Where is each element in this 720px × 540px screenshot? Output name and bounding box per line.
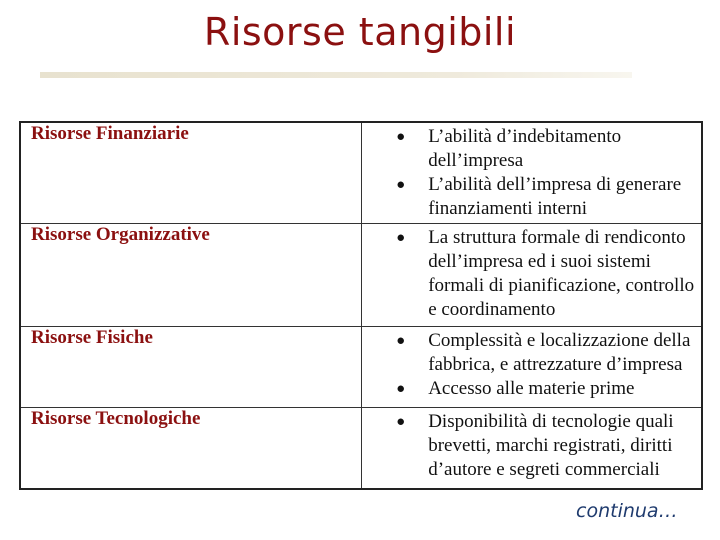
item-text: Accesso alle materie prime: [428, 378, 635, 399]
item-list: [362, 408, 701, 482]
items-cell: [362, 224, 702, 327]
category-cell: [20, 224, 362, 327]
category-cell: [20, 122, 362, 224]
item-list: [362, 123, 701, 221]
list-item: [362, 226, 697, 322]
list-item: [362, 329, 697, 377]
category-label: Risorse Tecnologiche: [31, 408, 201, 429]
table-row: [20, 224, 702, 327]
bullet-icon: ●: [396, 129, 406, 145]
list-item: [362, 410, 697, 482]
item-list: [362, 224, 701, 322]
item-list: [362, 327, 701, 401]
bullet-icon: ●: [396, 177, 406, 193]
list-item: [362, 125, 697, 173]
table-row: [20, 327, 702, 408]
items-cell: [362, 327, 702, 408]
category-label: Risorse Organizzative: [31, 224, 210, 245]
table-row: [20, 408, 702, 490]
title-divider: [40, 72, 632, 78]
continue-label: continua…: [576, 500, 678, 522]
table-row: [20, 122, 702, 224]
bullet-icon: ●: [396, 333, 406, 349]
category-label: Risorse Fisiche: [31, 327, 153, 348]
bullet-icon: ●: [396, 230, 406, 246]
items-cell: [362, 408, 702, 490]
item-text: L’abilità dell’impresa di generare finanziamenti interni: [428, 174, 682, 219]
item-text: Complessità e localizzazione della fabbrica, e attrezzature d’impresa: [428, 330, 691, 375]
list-item: [362, 377, 697, 401]
item-text: Disponibilità di tecnologie quali brevetti, marchi registrati, diritti d’autore e segreti commerciali: [428, 411, 674, 480]
category-label: Risorse Finanziarie: [31, 123, 189, 144]
slide-title: Risorse tangibili: [203, 10, 517, 54]
list-item: [362, 173, 697, 221]
resources-table: [19, 121, 703, 490]
items-cell: [362, 122, 702, 224]
bullet-icon: ●: [396, 381, 406, 397]
category-cell: [20, 327, 362, 408]
item-text: La struttura formale di rendiconto dell’impresa ed i suoi sistemi formali di pianificazione, controllo e coordinamento: [428, 227, 695, 320]
bullet-icon: ●: [396, 414, 406, 430]
category-cell: [20, 408, 362, 490]
item-text: L’abilità d’indebitamento dell’impresa: [428, 126, 622, 171]
